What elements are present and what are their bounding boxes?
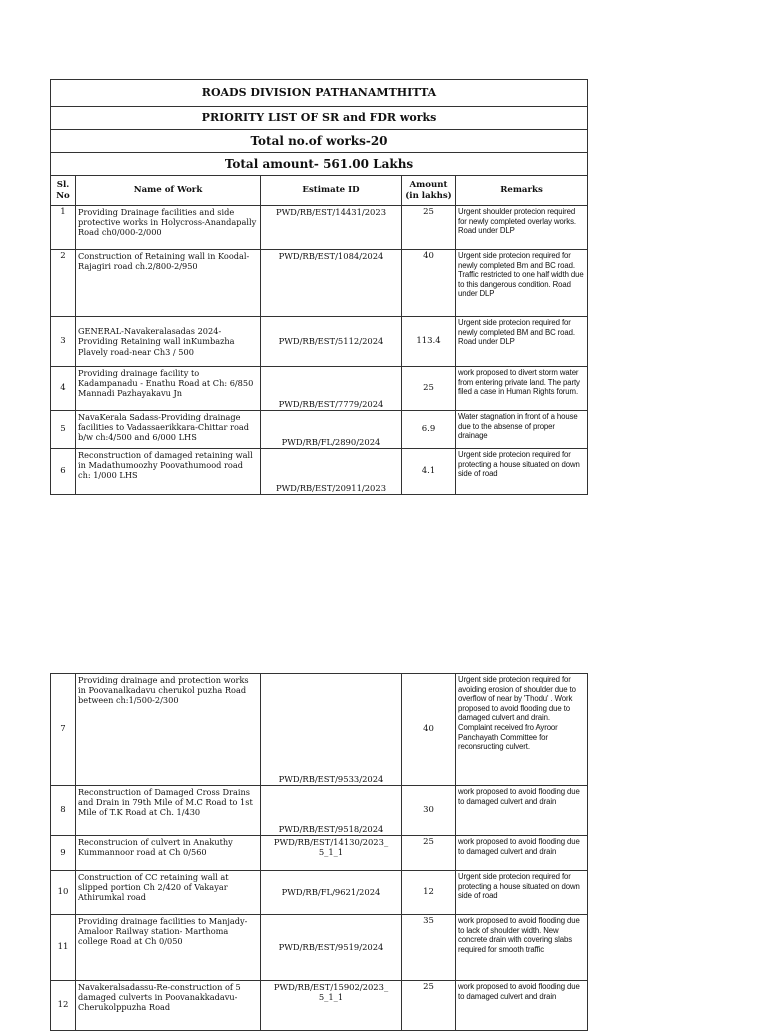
row-remarks: work proposed to avoid flooding due to damaged culvert and drain	[456, 836, 588, 871]
row-work-name: GENERAL-Navakeralasadas 2024-Providing Retaining wall inKumbazha Plavely road-near Ch3 / 500	[76, 317, 261, 367]
priority-table-page-1	[50, 79, 588, 495]
row-amount: 25	[402, 981, 456, 1031]
total-amount: Total amount- 561.00 Lakhs	[51, 153, 588, 176]
row-estimate-id: PWD/RB/EST/14130/2023_ 5_1_1	[261, 836, 402, 871]
row-estimate-id: PWD/RB/EST/5112/2024	[261, 317, 402, 367]
division-title: ROADS DIVISION PATHANAMTHITTA	[51, 80, 588, 107]
row-estimate-id: PWD/RB/FL/2890/2024	[261, 411, 402, 449]
table-row	[51, 206, 588, 250]
row-work-name: Providing drainage and protection works in Poovanalkadavu cherukol puzha Road between ch:1/500-2/300	[76, 674, 261, 786]
col-header-amount: Amount (in lakhs)	[402, 176, 456, 206]
row-sl: 4	[51, 367, 76, 411]
row-remarks: Urgent side protecion required for avoiding erosion of shoulder due to overflow of near by 'Thodu' . Work proposed to avoid flooding due to damaged culvert and drain. Complaint received fro Ayroor Panchayath Committee for reconsructing culvert.	[456, 674, 588, 786]
table-row	[51, 836, 588, 871]
table-row	[51, 915, 588, 981]
row-remarks: work proposed to avoid flooding due to damaged culvert and drain	[456, 786, 588, 836]
list-title: PRIORITY LIST OF SR and FDR works	[51, 107, 588, 130]
row-remarks: work proposed to divert storm water from entering private land. The party filed a case in Human Rights forum.	[456, 367, 588, 411]
row-amount: 12	[402, 871, 456, 915]
row-sl: 8	[51, 786, 76, 836]
row-work-name: Providing drainage facility to Kadampanadu - Enathu Road at Ch: 6/850 Mannadi Pazhayakavu Jn	[76, 367, 261, 411]
row-amount: 40	[402, 674, 456, 786]
row-remarks: Urgent side protecion required for newly completed BM and BC road. Road under DLP	[456, 317, 588, 367]
row-sl: 1	[51, 206, 76, 250]
total-works: Total no.of works-20	[51, 130, 588, 153]
row-sl: 6	[51, 449, 76, 495]
col-header-estimate: Estimate ID	[261, 176, 402, 206]
row-sl: 2	[51, 250, 76, 317]
row-remarks: work proposed to avoid flooding due to lack of shoulder width. New concrete drain with covering slabs required for smooth traffic	[456, 915, 588, 981]
table-row	[51, 367, 588, 411]
row-sl: 5	[51, 411, 76, 449]
row-remarks: Urgent side protecion required for protecting a house situated on down side of road	[456, 871, 588, 915]
row-estimate-id: PWD/RB/EST/1084/2024	[261, 250, 402, 317]
col-header-name: Name of Work	[76, 176, 261, 206]
row-sl: 9	[51, 836, 76, 871]
row-sl: 7	[51, 674, 76, 786]
row-work-name: Construction of Retaining wall in Koodal-Rajagiri road ch.2/800-2/950	[76, 250, 261, 317]
row-work-name: Reconstruction of damaged retaining wall in Madathumoozhy Poovathumood road ch: 1/000 LHS	[76, 449, 261, 495]
row-amount: 25	[402, 836, 456, 871]
row-estimate-id: PWD/RB/EST/9533/2024	[261, 674, 402, 786]
table-row	[51, 317, 588, 367]
table-row	[51, 871, 588, 915]
row-estimate-id: PWD/RB/EST/9519/2024	[261, 915, 402, 981]
row-sl: 3	[51, 317, 76, 367]
row-amount: 40	[402, 250, 456, 317]
col-header-remarks: Remarks	[456, 176, 588, 206]
row-amount: 4.1	[402, 449, 456, 495]
table-row	[51, 674, 588, 786]
row-remarks: Urgent shoulder protecion required for newly completed overlay works. Road under DLP	[456, 206, 588, 250]
row-sl: 12	[51, 981, 76, 1031]
row-work-name: Reconstruction of Damaged Cross Drains and Drain in 79th Mile of M.C Road to 1st Mile of T.K Road at Ch. 1/430	[76, 786, 261, 836]
row-estimate-id: PWD/RB/EST/9518/2024	[261, 786, 402, 836]
row-sl: 10	[51, 871, 76, 915]
row-remarks: Urgent side protecion required for protecting a house situated on down side of road	[456, 449, 588, 495]
row-sl: 11	[51, 915, 76, 981]
table-row	[51, 411, 588, 449]
row-work-name: NavaKerala Sadass-Providing drainage facilities to Vadassaerikkara-Chittar road b/w ch:4/500 and 6/000 LHS	[76, 411, 261, 449]
row-work-name: Navakeralsadassu-Re-construction of 5 damaged culverts in Poovanakkadavu-Cherukolppuzha Road	[76, 981, 261, 1031]
row-work-name: Providing drainage facilities to Manjady-Amaloor Railway station- Marthoma college Road at Ch 0/050	[76, 915, 261, 981]
row-amount: 113.4	[402, 317, 456, 367]
row-estimate-id: PWD/RB/EST/14431/2023	[261, 206, 402, 250]
row-amount: 25	[402, 367, 456, 411]
priority-table-page-2	[50, 673, 588, 1031]
row-amount: 30	[402, 786, 456, 836]
row-estimate-id: PWD/RB/EST/7779/2024	[261, 367, 402, 411]
table-row	[51, 786, 588, 836]
table-row	[51, 250, 588, 317]
row-estimate-id: PWD/RB/EST/15902/2023_ 5_1_1	[261, 981, 402, 1031]
row-estimate-id: PWD/RB/EST/20911/2023	[261, 449, 402, 495]
row-remarks: work proposed to avoid flooding due to damaged culvert and drain	[456, 981, 588, 1031]
row-remarks: Water stagnation in front of a house due to the absense of proper drainage	[456, 411, 588, 449]
row-work-name: Providing Drainage facilities and side protective works in Holycross-Anandapally Road ch0/000-2/000	[76, 206, 261, 250]
row-remarks: Urgent side protecion required for newly completed Bm and BC road. Traffic restricted to one half width due to this dangerous condition. Road under DLP	[456, 250, 588, 317]
row-amount: 25	[402, 206, 456, 250]
row-amount: 35	[402, 915, 456, 981]
table-row	[51, 449, 588, 495]
table-row	[51, 981, 588, 1031]
row-work-name: Reconstrucion of culvert in Anakuthy Kummannoor road at Ch 0/560	[76, 836, 261, 871]
col-header-sl: Sl. No	[51, 176, 76, 206]
row-estimate-id: PWD/RB/FL/9621/2024	[261, 871, 402, 915]
row-amount: 6.9	[402, 411, 456, 449]
row-work-name: Construction of CC retaining wall at slipped portion Ch 2/420 of Vakayar Athirumkal road	[76, 871, 261, 915]
